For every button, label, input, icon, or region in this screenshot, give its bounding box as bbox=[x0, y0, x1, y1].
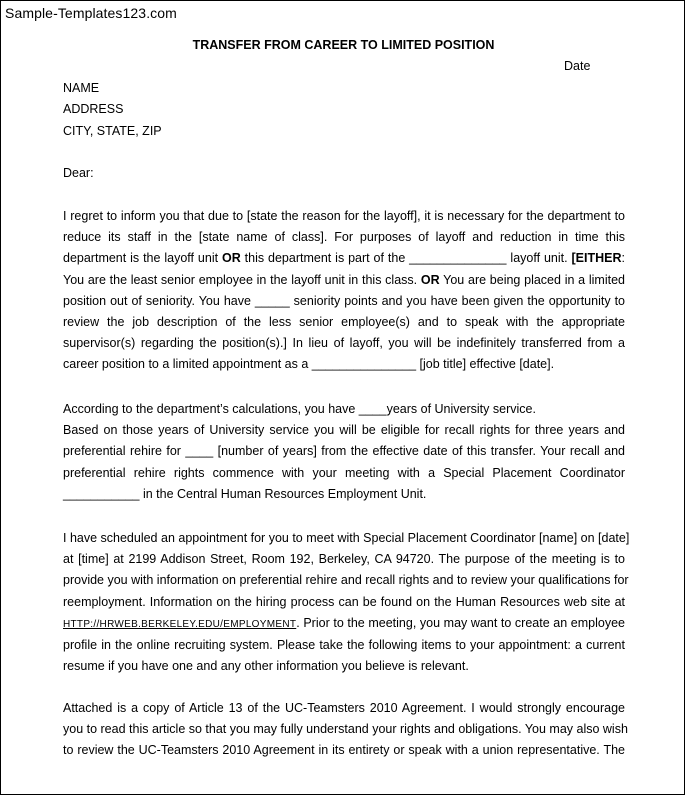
paragraph-line: HTTP://HRWEB.BERKELEY.EDU/EMPLOYMENT. Prior to the meeting, you may want to create an employee bbox=[63, 615, 625, 630]
paragraph-line: review the job description of the less senior employee(s) and to speak with the appropriate bbox=[63, 315, 625, 330]
paragraph-service-calculation bbox=[63, 399, 625, 505]
paragraph-layoff-notice bbox=[63, 206, 625, 376]
paragraph-line: Based on those years of University service you will be eligible for recall rights for three years and bbox=[63, 423, 625, 438]
paragraph-line: at [time] at 2199 Addison Street, Room 192, Berkeley, CA 94720. The purpose of the meeting is to bbox=[63, 552, 625, 567]
paragraph-line: Attached is a copy of Article 13 of the UC-Teamsters 2010 Agreement. I would strongly encourage bbox=[63, 701, 625, 715]
paragraph-line: According to the department’s calculations, you have ____years of University service. bbox=[63, 402, 536, 416]
paragraph-agreement bbox=[63, 698, 628, 762]
hr-website-link[interactable]: HTTP://HRWEB.BERKELEY.EDU/EMPLOYMENT bbox=[63, 618, 297, 630]
recipient-name: NAME bbox=[63, 81, 100, 95]
paragraph-line: career position to a limited appointment as a _______________ [job title] effective [date]. bbox=[63, 357, 555, 372]
paragraph-line: reduce its staff in the [state name of class]. For purposes of layoff and reduction in time this bbox=[63, 230, 625, 245]
paragraph-line: resume if you have one and any other information you believe is relevant. bbox=[63, 659, 469, 674]
paragraph-line: preferential rehire for ____ [number of years] from the effective date of this transfer. Your recall and bbox=[63, 444, 625, 459]
letter-title: TRANSFER FROM CAREER TO LIMITED POSITION bbox=[192, 38, 495, 52]
paragraph-line: you to read this article so that you may fully understand your rights and obligations. You may also wish bbox=[63, 722, 628, 737]
paragraph-line: You are the least senior employee in the layoff unit in this class. OR You are being placed in a limited bbox=[63, 272, 625, 287]
paragraph-line: department is the layoff unit OR this department is part of the ______________ layoff unit. [EITHER: bbox=[63, 251, 625, 266]
paragraph-appointment bbox=[63, 528, 630, 677]
salutation: Dear: bbox=[63, 166, 94, 180]
paragraph-line: profile in the online recruiting system. Please take the following items to your appointment: a current bbox=[63, 638, 625, 653]
paragraph-line: I regret to inform you that due to [state the reason for the layoff], it is necessary for the department to bbox=[63, 209, 625, 223]
paragraph-line: position out of seniority. You have _____ seniority points and you have been given the opportunity to bbox=[63, 293, 625, 308]
paragraph-line: reemployment. Information on the hiring process can be found on the Human Resources web site at bbox=[63, 594, 625, 609]
date-label: Date bbox=[564, 59, 591, 73]
paragraph-line: I have scheduled an appointment for you to meet with Special Placement Coordinator [name] on [date] bbox=[63, 531, 630, 545]
paragraph-line: preferential rehire rights commence with your meeting with a Special Placement Coordinator bbox=[63, 465, 625, 480]
paragraph-line: supervisor(s) regarding the position(s).] In lieu of layoff, you will be indefinitely transferred from a bbox=[63, 336, 625, 351]
paragraph-line: ___________ in the Central Human Resources Employment Unit. bbox=[63, 486, 427, 501]
paragraph-line: provide you with information on preferential rehire and recall rights and to review your qualifications for bbox=[63, 573, 629, 588]
recipient-city-state-zip: CITY, STATE, ZIP bbox=[63, 124, 162, 138]
paragraph-line: to review the UC-Teamsters 2010 Agreement in its entirety or speak with a union representative. The bbox=[63, 743, 625, 758]
recipient-address: ADDRESS bbox=[63, 102, 124, 116]
site-watermark: Sample-Templates123.com bbox=[5, 5, 177, 21]
